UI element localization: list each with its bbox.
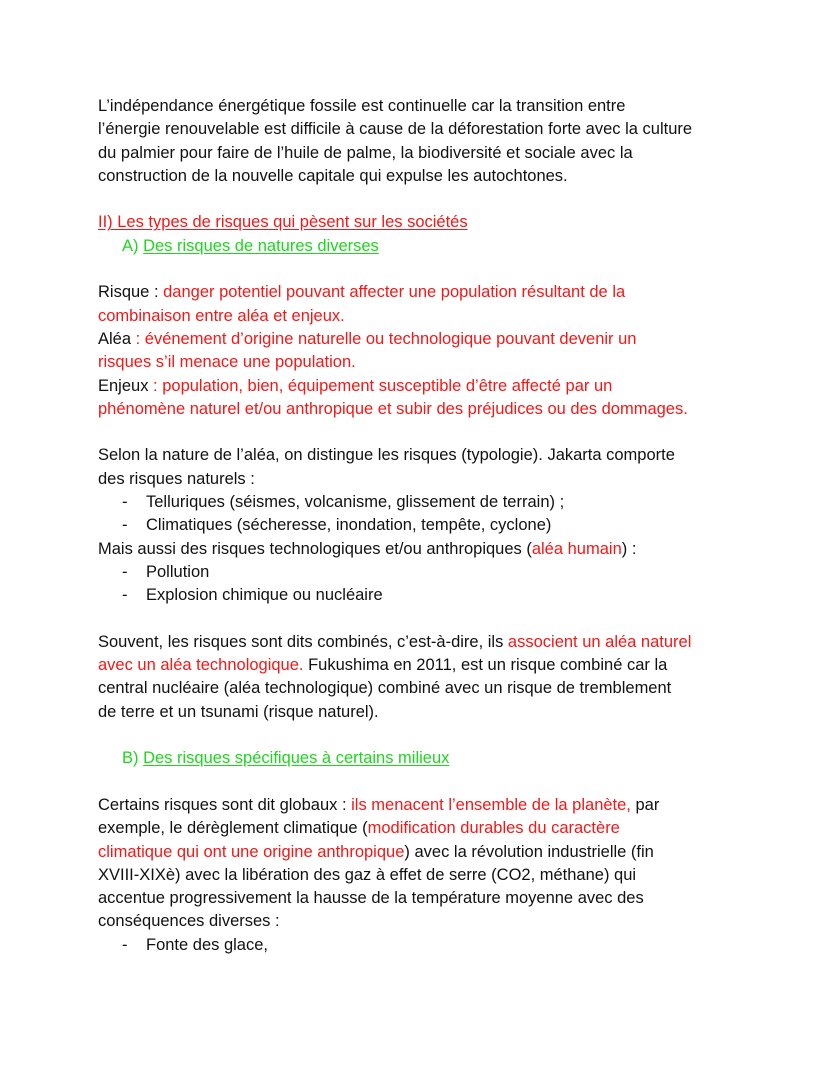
text-segment: exemple, le dérèglement climatique ( bbox=[98, 819, 368, 838]
text-segment: Pollution bbox=[146, 562, 210, 581]
blank-line bbox=[98, 724, 778, 747]
text-line bbox=[98, 817, 778, 840]
subheading-text: A) bbox=[122, 236, 144, 255]
subheading-text: B) bbox=[122, 749, 144, 768]
text-segment: Certains risques sont dit globaux : bbox=[98, 795, 352, 814]
list-item bbox=[98, 561, 778, 584]
text-segment: central nucléaire (aléa technologique) combiné avec un risque de tremblement bbox=[98, 679, 672, 698]
text-segment: accentue progressivement la hausse de la température moyenne avec des bbox=[98, 889, 644, 908]
text-line bbox=[98, 864, 778, 887]
text-segment: l’énergie renouvelable est difficile à cause de la déforestation forte avec la culture bbox=[98, 120, 693, 139]
text-line bbox=[98, 444, 778, 467]
bullet-marker: - bbox=[122, 935, 128, 954]
text-line bbox=[98, 398, 778, 421]
text-segment: des risques naturels : bbox=[98, 469, 255, 488]
text-line bbox=[98, 165, 778, 188]
bullet-marker: - bbox=[122, 562, 128, 581]
blank-line bbox=[98, 771, 778, 794]
list-item bbox=[98, 934, 778, 957]
text-segment: Fonte des glace, bbox=[146, 935, 268, 954]
bullet-marker: - bbox=[122, 586, 128, 605]
list-item bbox=[98, 514, 778, 537]
text-segment: Risque : bbox=[98, 283, 164, 302]
bullet-marker: - bbox=[122, 516, 128, 535]
highlighted-text: : événement d’origine naturelle ou technologique pouvant devenir un bbox=[135, 329, 637, 348]
text-line bbox=[98, 281, 778, 304]
highlighted-text: combinaison entre aléa et enjeux. bbox=[98, 306, 345, 325]
text-line bbox=[98, 468, 778, 491]
text-segment: Enjeux bbox=[98, 376, 154, 395]
list-item bbox=[98, 584, 778, 607]
text-line bbox=[98, 910, 778, 933]
text-segment: XVIII-XIXè) avec la libération des gaz à effet de serre (CO2, méthane) qui bbox=[98, 865, 637, 884]
text-line bbox=[98, 631, 778, 654]
highlighted-text: ils menacent l’ensemble de la planète, bbox=[351, 795, 631, 814]
text-segment: conséquences diverses : bbox=[98, 912, 280, 931]
text-segment: Fukushima en 2011, est un risque combiné car la bbox=[303, 656, 668, 675]
text-segment: Aléa bbox=[98, 329, 136, 348]
text-segment: Mais aussi des risques technologiques et/ou anthropiques ( bbox=[98, 539, 532, 558]
section-heading bbox=[98, 211, 778, 234]
text-line bbox=[98, 654, 778, 677]
text-line bbox=[98, 375, 778, 398]
blank-line bbox=[98, 608, 778, 631]
text-segment: ) : bbox=[621, 539, 637, 558]
text-line bbox=[98, 538, 778, 561]
blank-line bbox=[98, 421, 778, 444]
list-item bbox=[98, 491, 778, 514]
highlighted-text: phénomène naturel et/ou anthropique et subir des préjudices ou des dommages. bbox=[98, 399, 688, 418]
text-line bbox=[98, 887, 778, 910]
highlighted-text: : population, bien, équipement susceptible d’être affecté par un bbox=[153, 376, 613, 395]
text-segment: construction de la nouvelle capitale qui expulse les autochtones. bbox=[98, 166, 568, 185]
text-line bbox=[98, 841, 778, 864]
text-line bbox=[98, 351, 778, 374]
highlighted-text: avec un aléa technologique. bbox=[98, 656, 304, 675]
text-segment: Selon la nature de l’aléa, on distingue les risques (typologie). Jakarta comporte bbox=[98, 446, 675, 465]
text-segment: Climatiques (sécheresse, inondation, tempête, cyclone) bbox=[146, 516, 552, 535]
text-line bbox=[98, 701, 778, 724]
text-line bbox=[98, 328, 778, 351]
text-segment: Souvent, les risques sont dits combinés, c’est-à-dire, ils bbox=[98, 632, 508, 651]
text-line bbox=[98, 95, 778, 118]
text-segment: Explosion chimique ou nucléaire bbox=[146, 586, 383, 605]
bullet-marker: - bbox=[122, 493, 128, 512]
highlighted-text: associent un aléa naturel bbox=[507, 632, 692, 651]
subheading-text: Des risques spécifiques à certains milieux bbox=[143, 749, 450, 768]
text-line bbox=[98, 794, 778, 817]
text-line bbox=[98, 677, 778, 700]
text-segment: par bbox=[630, 795, 660, 814]
subsection-heading bbox=[98, 235, 778, 258]
highlighted-text: climatique qui ont une origine anthropique bbox=[98, 842, 405, 861]
text-segment: L’indépendance énergétique fossile est continuelle car la transition entre bbox=[98, 97, 626, 115]
text-segment: Telluriques (séismes, volcanisme, glissement de terrain) ; bbox=[146, 493, 565, 512]
highlighted-text: danger potentiel pouvant affecter une population résultant de la bbox=[163, 283, 626, 302]
text-line bbox=[98, 118, 778, 141]
highlighted-text: modification durables du caractère bbox=[367, 819, 620, 838]
text-line bbox=[98, 142, 778, 165]
text-segment: de terre et un tsunami (risque naturel). bbox=[98, 702, 379, 721]
highlighted-text: risques s’il menace une population. bbox=[98, 353, 356, 372]
subsection-heading bbox=[98, 747, 778, 770]
subheading-text: Des risques de natures diverses bbox=[143, 236, 379, 255]
text-segment: ) avec la révolution industrielle (fin bbox=[404, 842, 654, 861]
text-line bbox=[98, 305, 778, 328]
text-segment: du palmier pour faire de l’huile de palme, la biodiversité et sociale avec la bbox=[98, 143, 633, 162]
document-body bbox=[98, 95, 778, 957]
blank-line bbox=[98, 258, 778, 281]
highlighted-text: aléa humain bbox=[531, 539, 622, 558]
blank-line bbox=[98, 188, 778, 211]
highlighted-text: II) Les types de risques qui pèsent sur les sociétés bbox=[98, 213, 468, 232]
